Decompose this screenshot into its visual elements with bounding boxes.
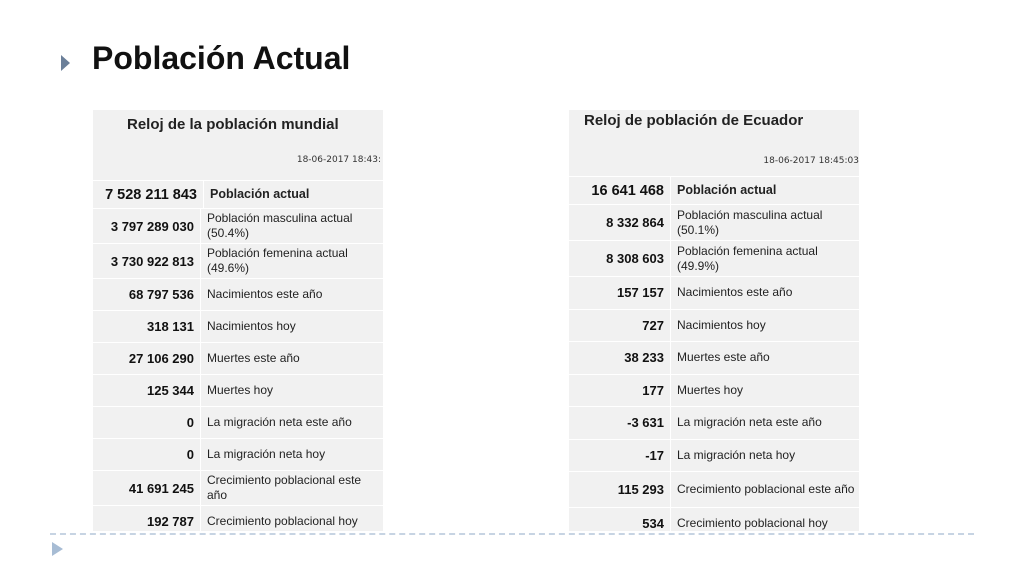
- stat-label: Nacimientos este año: [670, 277, 859, 309]
- table-row: [569, 374, 859, 407]
- table-row: [93, 406, 383, 438]
- stat-value: 68 797 536: [128, 287, 194, 302]
- table-row: [569, 176, 859, 204]
- stat-value: 318 131: [147, 319, 194, 334]
- table-row: [93, 208, 383, 243]
- stat-label: La migración neta este año: [670, 407, 859, 439]
- stat-label: Crecimiento poblacional este año: [670, 472, 859, 507]
- stat-value: 7 528 211 843: [105, 186, 197, 203]
- stat-value: 3 797 289 030: [110, 218, 194, 234]
- stat-label: Población actual: [670, 177, 859, 204]
- stat-label: Crecimiento poblacional hoy: [670, 508, 859, 531]
- table-row: [93, 342, 383, 374]
- table-row: [93, 505, 383, 531]
- ecuador-population-clock: [569, 110, 859, 531]
- stat-value: 125 344: [147, 383, 194, 398]
- footer-bullet-icon: [52, 542, 63, 556]
- stat-value: 157 157: [617, 285, 664, 301]
- stat-label: Muertes hoy: [200, 375, 383, 406]
- table-row: [569, 406, 859, 439]
- table-row: [569, 471, 859, 507]
- stat-value: -17: [645, 447, 664, 463]
- table-row: [93, 374, 383, 406]
- table-row: [93, 470, 383, 505]
- stat-label: Muertes hoy: [670, 375, 859, 407]
- world-clock-date: 18-06-2017 18:43:: [296, 155, 381, 165]
- stat-label: Población actual: [203, 181, 383, 208]
- stat-label: Nacimientos este año: [200, 279, 383, 310]
- stat-value: 0: [186, 447, 194, 462]
- stat-value: 177: [642, 382, 664, 398]
- stat-label: Nacimientos hoy: [200, 311, 383, 342]
- table-row: [569, 204, 859, 240]
- stat-label: La migración neta este año: [200, 407, 383, 438]
- title-bullet-icon: [61, 55, 70, 71]
- table-row: [93, 278, 383, 310]
- world-population-clock: [93, 110, 383, 531]
- stat-label: Nacimientos hoy: [670, 310, 859, 342]
- stat-label: La migración neta hoy: [670, 440, 859, 472]
- table-row: [569, 240, 859, 276]
- stat-label: Población masculina actual (50.4%): [200, 209, 383, 243]
- ecuador-clock-title: Reloj de población de Ecuador: [584, 112, 804, 129]
- ecuador-stats-table: [569, 176, 859, 531]
- stat-value: 0: [186, 415, 194, 430]
- slide-title: Población Actual: [92, 40, 351, 76]
- stat-value: 727: [642, 317, 664, 333]
- table-row: [93, 438, 383, 470]
- stat-value: 115 293: [617, 482, 664, 497]
- stat-label: La migración neta hoy: [200, 439, 383, 470]
- table-row: [569, 276, 859, 309]
- table-row: [569, 507, 859, 531]
- footer-divider: [50, 533, 974, 535]
- stat-label: Población femenina actual (49.6%): [200, 244, 383, 278]
- stat-value: 41 691 245: [128, 480, 194, 496]
- stat-label: Crecimiento poblacional hoy: [200, 506, 383, 531]
- stat-value: 8 332 864: [606, 215, 664, 230]
- stat-label: Población masculina actual (50.1%): [670, 205, 859, 240]
- table-row: [569, 439, 859, 472]
- stat-label: Población femenina actual (49.9%): [670, 241, 859, 276]
- stat-value: 3 730 922 813: [110, 253, 194, 269]
- table-row: [569, 341, 859, 374]
- stat-value: 27 106 290: [128, 351, 194, 366]
- table-row: [93, 310, 383, 342]
- table-row: [93, 180, 383, 208]
- stat-label: Crecimiento poblacional este año: [200, 471, 383, 505]
- table-row: [93, 243, 383, 278]
- stat-value: -3 631: [627, 415, 664, 431]
- stat-value: 192 787: [147, 514, 194, 529]
- stat-label: Muertes este año: [200, 343, 383, 374]
- ecuador-clock-date: 18-06-2017 18:45:03: [763, 156, 859, 166]
- stat-value: 38 233: [624, 350, 664, 366]
- stat-value: 16 641 468: [591, 182, 664, 199]
- table-row: [569, 309, 859, 342]
- world-clock-title: Reloj de la población mundial: [127, 116, 339, 133]
- stat-label: Muertes este año: [670, 342, 859, 374]
- stat-value: 8 308 603: [606, 251, 664, 266]
- world-stats-table: [93, 180, 383, 531]
- stat-value: 534: [642, 516, 664, 531]
